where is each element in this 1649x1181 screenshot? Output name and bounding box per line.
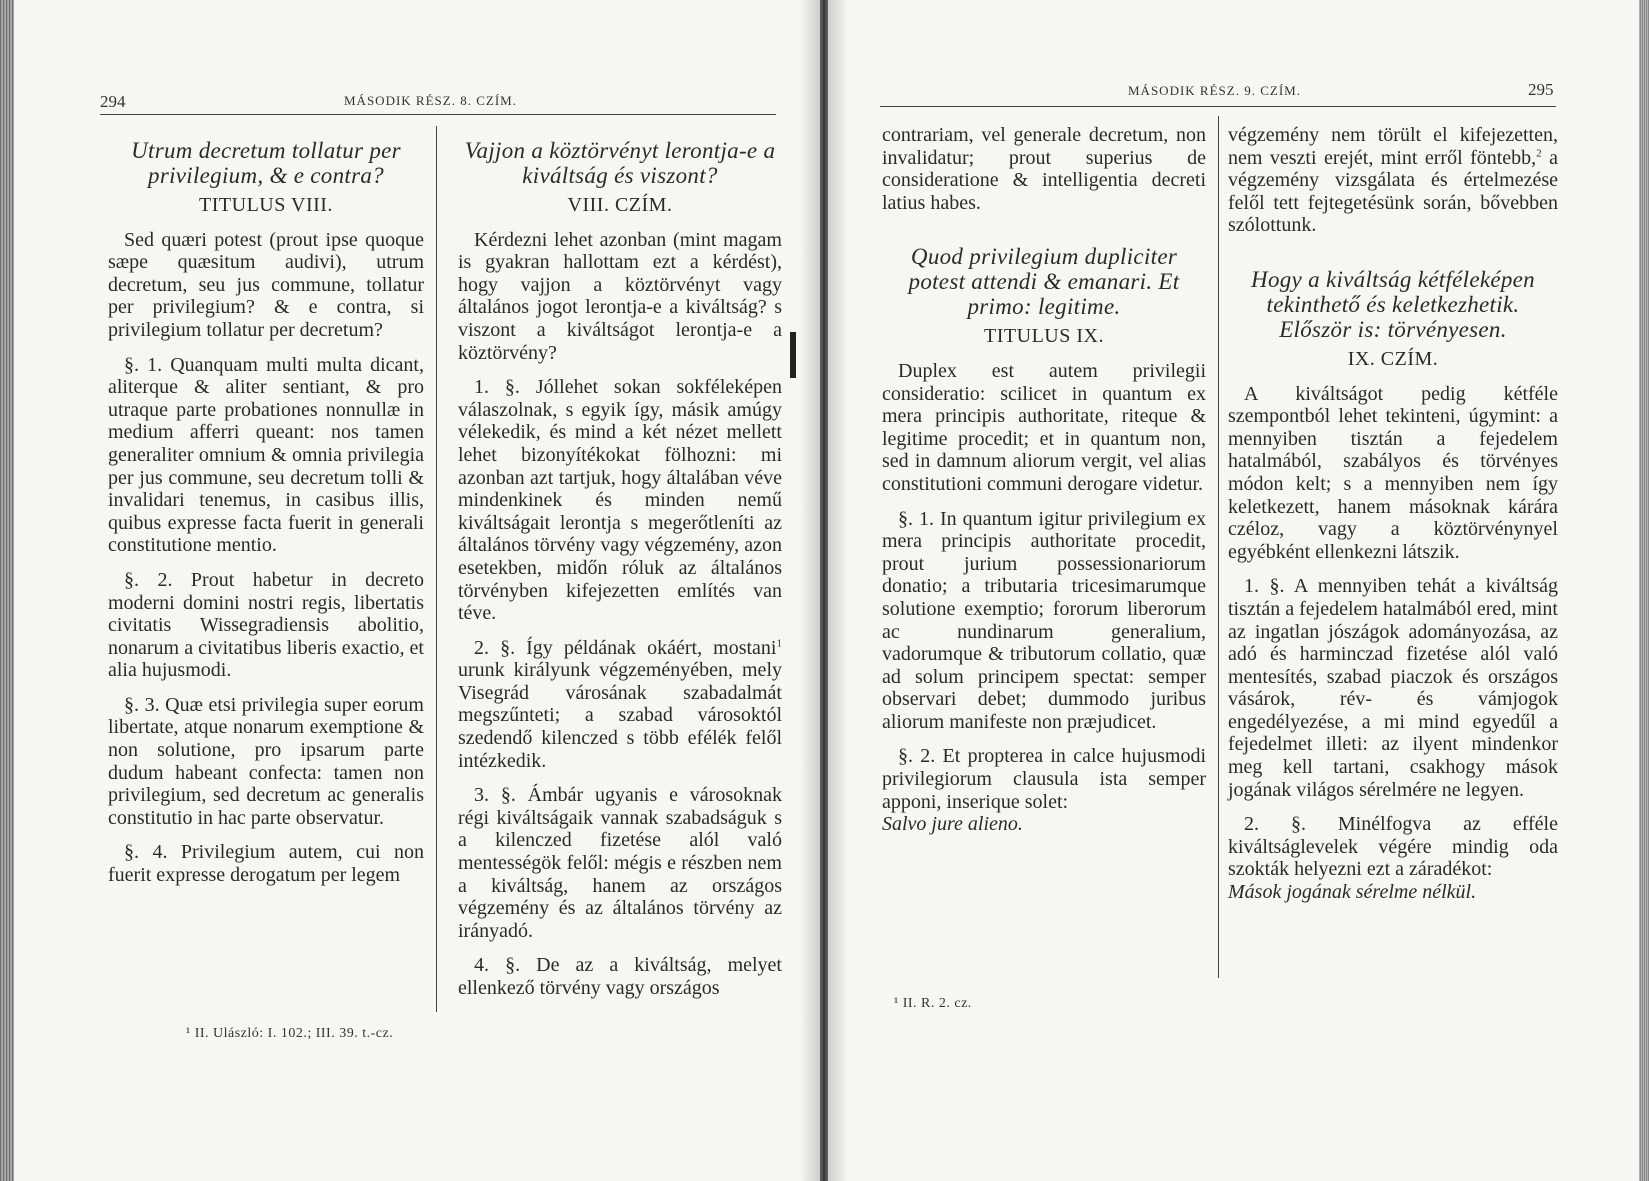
paragraph: 1. §. Jóllehet sokan sokféleképen válaszolnak, s egyik így, másik amúgy vélekedik, és mind a két nézet mellett lehet bizonyítékokat fölhozni: mi azonban azt tartjuk, hogy általában véve mindenkinek és minden nemű kiváltságait lerontja s megerőtleníti az általános törvény vagy végzemény, azon esetekben, midőn róluk az általános törvényben kifejezetten említés van téve. (458, 376, 782, 625)
page-edge-right (1639, 0, 1649, 1181)
paragraph (458, 637, 782, 773)
paragraph (1228, 124, 1558, 237)
paragraph-text: a végzemény vizsgálata és értelmezése felől tett fejtegetésünk során, bővebben szólottunk. (1228, 146, 1558, 237)
latin-column-left (108, 138, 424, 887)
left-page (0, 0, 820, 1181)
paragraph: 4. §. De az a kiváltság, melyet ellenkező törvény vagy országos (458, 954, 782, 999)
titulus-heading: TITULUS IX. (984, 325, 1104, 348)
closing-formula-hungarian: Mások jogának sérelme nélkül. (1228, 881, 1477, 904)
titulus-heading: TITULUS VIII. (199, 194, 333, 216)
section-heading-hungarian: Vajjon a köztörvényt lerontja-e a kiváltság és viszont? (464, 138, 776, 188)
footnote-left: ¹ II. Ulászló: I. 102.; III. 39. t.-cz. (186, 1026, 394, 1041)
column-divider-left (436, 126, 437, 1012)
closing-formula-latin: Salvo jure alieno. (882, 813, 1023, 836)
paragraph: Duplex est autem privilegii consideratio: scilicet in quantum ex mera principis authoritate, riteque & legitime procedit; et in quantum non, sed in damnum aliorum vergit, vel alias constitutioni communi derogare videtur. (882, 359, 1206, 495)
paragraph: Sed quæri potest (prout ipse quoque sæpe quæsitum audivi), utrum decretum, seu jus commune, tollatur per privilegium? & e contra, si privilegium tollatur per decretum? (108, 228, 424, 341)
book-gutter (800, 0, 848, 1181)
right-page (828, 0, 1649, 1181)
latin-column-right (882, 124, 1206, 836)
running-head-left: MÁSODIK RÉSZ. 8. CZÍM. (344, 93, 517, 108)
section-heading-latin: Quod privilegium dupliciter potest attendi & emanari. Et primo: legitime. (908, 244, 1180, 320)
page-number-right: 295 (1528, 80, 1554, 99)
paragraph: 2. §. Minélfogva az efféle kiváltságlevelek végére mindig oda szokták helyezni ezt a záradékot: (1228, 813, 1558, 881)
paragraph: §. 1. In quantum igitur privilegium ex mera principis authoritate procedit, prout jurium possessionariorum donatio; a tributaria tricesimarumque solutione exemptio; fororum liberorum ac nundinarum generalium, vadorumque & tributorum collatio, quæ ad solum principem spectat: semper observari debet; dummodo juribus aliorum manifeste non præjudicet. (882, 507, 1206, 733)
paragraph: Kérdezni lehet azonban (mint magam is gyakran hallottam ezt a kérdést), hogy vajjon a köztörvényt vagy általános jogot lerontja-e a kiváltság? s viszont a kiváltságot lerontja-e a köztörvény? (458, 228, 782, 364)
footnote-marker: 2 (1536, 146, 1542, 159)
paragraph: §. 1. Quanquam multi multa dicant, aliterque & aliter sentiant, & pro utraque parte probationes nonnullæ in medium afferri queant: nos tamen generaliter omnium & omnia privilegia per jus commune, seu decretum tolli & invalidari tenemus, in casibus illis, quibus expresse facta fuerit in generali constitutione mentio. (108, 353, 424, 557)
czim-heading: VIII. CZÍM. (567, 194, 673, 216)
paragraph-text: 2. §. Így példának okáért, mostani (474, 636, 777, 659)
paragraph: 1. §. A mennyiben tehát a kiváltság tisztán a fejedelem hatalmából ered, mint az ingatlan jószágok adományozása, az adó és harminczad fizetése alól való mentesítés, szabad piaczok és országos vásárok, rév- és vámjogok engedélyezése, a mi mind egyedűl a fejedelmet illeti: az ilyent mindenkor meg kell tartani, csakhogy mások jogának világos sérelmére ne legyen. (1228, 575, 1558, 801)
column-divider-right (1218, 116, 1219, 978)
paragraph: §. 2. Prout habetur in decreto moderni domini nostri regis, libertatis civitatis Wissegradiensis abolitio, nonarum a civitatibus liberis exactio, et alia hujusmodi. (108, 568, 424, 682)
paragraph: A kiváltságot pedig kétféle szempontból lehet tekinteni, úgymint: a mennyiben tisztán a fejedelem hatalmából, szabályos és törvényes módon kelt; s a mennyiben nem így keletkezett, hanem másoknak kárára czéloz, vagy a köztörvénynyel egyébként ellenkezni látszik. (1228, 382, 1558, 563)
paragraph-text: urunk királyunk végzeményében, mely Visegrád városának szabadalmát megszűnteti; a szabad városoktól szedendő kilenczed s több efélék felől intézkedik. (458, 659, 782, 772)
paragraph: §. 3. Quæ etsi privilegia super eorum libertate, atque nonarum exemptione & non solutione, pro ipsarum parte dudum habeant confecta: tamen non privilegium, sed decretum ac generalis constitutio in hac parte observatur. (108, 693, 424, 829)
paragraph: §. 2. Et propterea in calce hujusmodi privilegiorum clausula ista semper apponi, inserique solet: (882, 745, 1206, 813)
running-head-right: MÁSODIK RÉSZ. 9. CZÍM. (1128, 83, 1301, 98)
paragraph: 3. §. Ámbár ugyanis e városoknak régi kiváltságaik vannak szabadságuk s a kilenczed fizetése alól való mentességök felől: mégis e részben nem a kiváltság, hanem az országos végzemény és az általános törvény az irányadó. (458, 784, 782, 942)
footnote-marker: 1 (776, 637, 782, 650)
section-heading-latin: Utrum decretum tollatur per privilegium, & e contra? (131, 138, 401, 188)
page-edge-left (0, 0, 14, 1181)
paragraph: §. 4. Privilegium autem, cui non fuerit expresse derogatum per legem (108, 841, 424, 887)
hungarian-column-left (458, 138, 782, 1000)
page-number-left: 294 (100, 92, 126, 111)
header-rule-left (100, 114, 776, 115)
header-rule-right (880, 106, 1556, 107)
czim-heading: IX. CZÍM. (1347, 347, 1439, 370)
footnote-right: ¹ II. R. 2. cz. (894, 996, 972, 1011)
section-heading-hungarian: Hogy a kiváltság kétféleképen tekinthető és keletkezhetik. Először is: törvényesen. (1251, 266, 1535, 342)
paragraph: contrariam, vel generale decretum, non invalidatur; prout superius de consideratione & intelligentia decreti latius habes. (882, 124, 1206, 214)
hungarian-column-right (1228, 124, 1558, 904)
paragraph-text: végzemény nem törült el kifejezetten, nem veszti erejét, mint erről föntebb, (1228, 124, 1558, 169)
binding-mark (790, 332, 796, 378)
